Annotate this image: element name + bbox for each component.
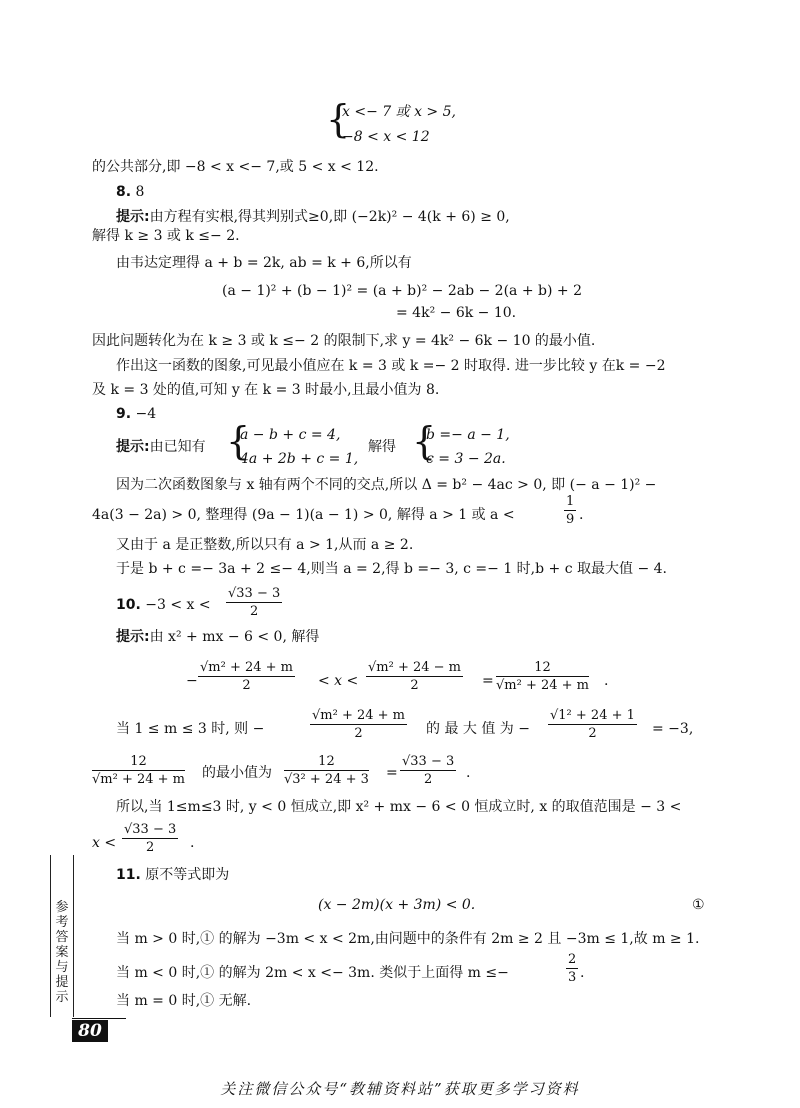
fraction-num: 12: [92, 754, 185, 771]
system-2-line-1: a − b + c = 4,: [240, 427, 341, 443]
equation-line-27: (x − 2m)(x + 3m) < 0.: [318, 897, 476, 913]
text-line-17: 又由于 a 是正整数,所以只有 a > 1,从而 a ≥ 2.: [116, 537, 414, 553]
text-line-11: 作出这一函数的图象,可见最小值应在 k = 3 或 k =− 2 时取得. 进一步比较 y 在k = −2: [116, 358, 666, 374]
line25-end: .: [190, 835, 195, 851]
hint-8-text: 由方程有实根,得其判别式≥0,即 (−2k)² − 4(k + 6) ≥ 0,: [149, 209, 510, 225]
line22-frac-1: [310, 708, 407, 741]
line22-frac-2: [548, 708, 637, 741]
footer-note: 关注微信公众号“教辅资料站”获取更多学习资料: [220, 1080, 580, 1098]
system-brace-3: {: [412, 419, 437, 463]
line23-end: .: [466, 765, 471, 781]
hint-label-8: 提示:: [116, 209, 150, 225]
fraction-one-ninth: [564, 494, 576, 527]
fraction-num: √33 − 3: [402, 754, 455, 769]
hint-8: [116, 208, 510, 226]
line22-text-a: 当 1 ≤ m ≤ 3 时, 则 −: [116, 721, 265, 737]
eq21-minus: −: [186, 673, 198, 689]
fraction-num: √m² + 24 − m: [368, 660, 462, 675]
system-3-line-2: c = 3 − 2a.: [426, 451, 506, 467]
line29-end: .: [580, 965, 585, 981]
system-2-line-2: 4a + 2b + c = 1,: [240, 451, 359, 467]
text-line-16-end: .: [579, 507, 584, 523]
text-line-3: 的公共部分,即 −8 < x <− 7,或 5 < x < 12.: [92, 159, 379, 175]
fraction-num: 12: [284, 754, 369, 771]
page-number-rule: [72, 1018, 126, 1019]
text-line-28: 当 m > 0 时,① 的解为 −3m < x < 2m,由问题中的条件有 2m ≥ 2 且 −3m ≤ 1,故 m ≥ 1.: [116, 931, 700, 947]
system-line-2: −8 < x < 12: [342, 129, 430, 145]
fraction-den: 2: [354, 726, 363, 741]
text-line-29: 当 m < 0 时,① 的解为 2m < x <− 3m. 类似于上面得 m ≤−: [116, 965, 509, 981]
fraction-den: 2: [249, 604, 259, 619]
fraction-num: √33 − 3: [228, 586, 281, 601]
item-8: [116, 183, 144, 201]
hint-label-9: 提示:: [116, 439, 150, 455]
text-line-16: 4a(3 − 2a) > 0, 整理得 (9a − 1)(a − 1) > 0, 解得 a > 1 或 a <: [92, 507, 515, 523]
item-10: [116, 596, 211, 614]
text-line-15: 因为二次函数图象与 x 轴有两个不同的交点,所以 Δ = b² − 4ac > 0, 即 (− a − 1)² −: [116, 477, 657, 493]
item-11-text: 原不等式即为: [145, 867, 230, 883]
fraction-den: 2: [410, 678, 419, 693]
item-9-answer: −4: [135, 406, 157, 422]
line23-frac-3: [400, 754, 456, 787]
text-line-10: 因此问题转化为在 k ≥ 3 或 k ≤− 2 的限制下,求 y = 4k² − 6k − 10 的最小值.: [92, 333, 596, 349]
fraction-num: √33 − 3: [124, 822, 177, 837]
equation-marker: ①: [692, 897, 705, 913]
text-line-12: 及 k = 3 处的值,可知 y 在 k = 3 时最小,且最小值为 8.: [92, 382, 440, 398]
hint-9-solve-word: 解得: [368, 439, 396, 455]
hint-label-10: 提示:: [116, 629, 150, 645]
fraction-num: √1² + 24 + 1: [550, 708, 635, 723]
side-label: 参考答案与提示: [55, 900, 69, 1005]
fraction-10-answer: [226, 586, 282, 619]
fraction-den: 2: [242, 678, 251, 693]
fraction-den: √m² + 24 + m: [92, 772, 186, 787]
line23-frac-2: [284, 754, 369, 787]
page-number: 80: [72, 1020, 108, 1042]
hint-10-text: 由 x² + mx − 6 < 0, 解得: [149, 629, 320, 645]
equation-line-8: (a − 1)² + (b − 1)² = (a + b)² − 2ab − 2(a + b) + 2: [222, 283, 582, 299]
fraction-den: √3² + 24 + 3: [284, 772, 369, 787]
system-line-1: x <− 7 或 x > 5,: [342, 104, 456, 120]
fraction-den: 3: [568, 970, 577, 985]
line25-text: x <: [92, 835, 117, 851]
item-8-number: 8.: [116, 184, 132, 200]
text-line-6: 解得 k ≥ 3 或 k ≤− 2.: [92, 228, 240, 244]
item-10-number: 10.: [116, 597, 141, 613]
item-11-number: 11.: [116, 867, 141, 883]
eq21-frac-1: [198, 660, 295, 693]
item-8-answer: 8: [135, 184, 145, 200]
line22-text-c: = −3,: [652, 721, 694, 737]
system-brace-2: {: [226, 419, 251, 463]
eq21-end: .: [604, 673, 609, 689]
item-10-answer: −3 < x <: [145, 597, 211, 613]
line23-equals: =: [386, 765, 398, 781]
eq21-equals: =: [482, 673, 494, 689]
line29-frac: [566, 952, 578, 985]
text-line-30: 当 m = 0 时,① 无解.: [116, 993, 252, 1009]
fraction-num: √m² + 24 + m: [200, 660, 294, 675]
fraction-num: √m² + 24 + m: [312, 708, 406, 723]
eq21-frac-2: [366, 660, 463, 693]
system-3-line-1: b =− a − 1,: [426, 427, 510, 443]
hint-9-prefix: [116, 438, 206, 456]
fraction-num: 2: [568, 952, 577, 967]
fraction-den: 9: [566, 512, 575, 527]
fraction-den: 2: [588, 726, 597, 741]
hint-10: [116, 628, 319, 646]
text-line-24: 所以,当 1≤m≤3 时, y < 0 恒成立,即 x² + mx − 6 < 0 恒成立时, x 的取值范围是 − 3 <: [116, 799, 682, 815]
system-brace-1: {: [326, 97, 351, 141]
fraction-den: 2: [423, 772, 433, 787]
fraction-num: 12: [496, 660, 589, 677]
text-line-18: 于是 b + c =− 3a + 2 ≤− 4,则当 a = 2,得 b =− 3, c =− 1 时,b + c 取最大值 − 4.: [116, 561, 668, 577]
eq21-frac-3: [496, 660, 589, 693]
eq21-middle: < x <: [318, 673, 359, 689]
line22-text-b: 的 最 大 值 为 −: [426, 721, 530, 737]
fraction-den: √m² + 24 + m: [496, 678, 590, 693]
item-9-number: 9.: [116, 406, 132, 422]
text-line-7: 由韦达定理得 a + b = 2k, ab = k + 6,所以有: [116, 255, 412, 271]
hint-9-text: 由已知有: [149, 439, 206, 455]
fraction-den: 2: [145, 840, 155, 855]
item-9: [116, 405, 156, 423]
line23-frac-1: [92, 754, 185, 787]
fraction-num: 1: [566, 494, 575, 509]
equation-line-9: = 4k² − 6k − 10.: [396, 305, 517, 321]
line25-frac: [122, 822, 178, 855]
line23-text-a: 的最小值为: [202, 765, 272, 781]
item-11: [116, 866, 229, 884]
